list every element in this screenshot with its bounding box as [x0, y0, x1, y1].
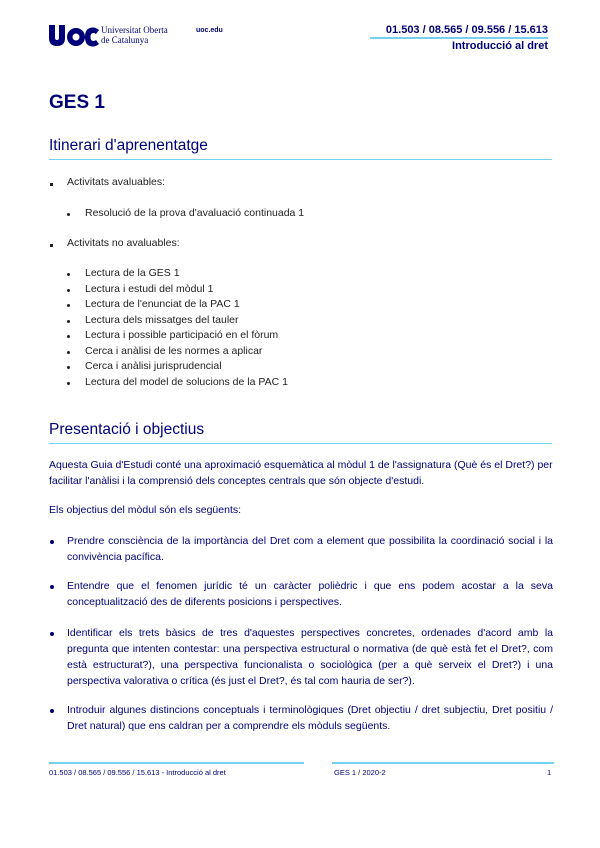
non-evaluable-item: Lectura i estudi del mòdul 1: [85, 283, 214, 295]
bullet-icon: [67, 382, 70, 385]
bullet-icon: [50, 709, 54, 713]
university-name-line-2: de Catalunya: [101, 35, 149, 45]
bullet-icon: [67, 320, 70, 323]
non-evaluable-item: Lectura de l'enunciat de la PAC 1: [85, 298, 240, 310]
non-evaluable-item: Lectura dels missatges del tauler: [85, 314, 239, 326]
uoc-logo-mark: [48, 24, 100, 48]
bullet-icon: [50, 632, 54, 636]
bullet-icon: [50, 585, 54, 589]
university-url[interactable]: uoc.edu: [196, 27, 223, 34]
bullet-icon: [67, 366, 70, 369]
footer-course: 01.503 / 08.565 / 09.556 / 15.613 - Introducció al dret: [49, 768, 226, 777]
evaluable-item: Resolució de la prova d'avaluació continuada 1: [85, 207, 305, 219]
objective-item: Entendre que el fenomen jurídic té un caràcter polièdric i que ens podem acostar a la seva conceptualització des de diferents posicions i perspectives.: [67, 580, 553, 608]
square-bullet-icon: [50, 244, 53, 247]
objective-item: Prendre consciència de la importància del Dret com a element que possibilita la coordinació social i la convivència pacífica.: [67, 535, 553, 563]
intro-paragraph: Aquesta Guia d'Estudi conté una aproximació esquemàtica al mòdul 1 de l'assignatura (Què és el Dret?) per facilitar l'anàlisi i la comprensió dels conceptes centrals que són objecte d'estudi.: [49, 459, 553, 487]
bullet-icon: [67, 289, 70, 292]
header-divider: [370, 37, 548, 39]
bullet-icon: [67, 273, 70, 276]
page-title: GES 1: [49, 92, 105, 113]
non-evaluable-item: Cerca i anàlisi jurisprudencial: [85, 360, 222, 372]
evaluable-label: Activitats avaluables:: [67, 176, 166, 188]
course-code: 01.503 / 08.565 / 09.556 / 15.613: [385, 24, 548, 36]
non-evaluable-label: Activitats no avaluables:: [67, 237, 180, 249]
objective-item: Identificar els trets bàsics de tres d'aquestes perspectives concretes, ordenades d'acord amb la pregunta que intenten contestar: una perspectiva estructural o normativa (de què està fet el Dret?, com està estructurat?), una perspectiva funcionalista o sociològica (per a què serveix el Dret?) i una perspectiva valorativa o crítica (és just el Dret?, és tal com hauria de ser?).: [67, 627, 553, 687]
objective-item: Introduir algunes distincions conceptuals i terminològiques (Dret objectiu / dret subjectiu, Dret positiu / Dret natural) que ens caldran per a comprendre els mòduls següents.: [67, 704, 553, 732]
itinerary-heading: Itinerari d'aprenentatge: [49, 137, 208, 154]
university-name-line-1: Universitat Oberta: [101, 25, 168, 35]
uoc-logo: [48, 24, 100, 48]
bullet-icon: [67, 304, 70, 307]
presentation-heading: Presentació i objectius: [49, 421, 205, 438]
presentation-divider: [49, 443, 552, 444]
university-name: [101, 25, 168, 45]
footer-divider: [49, 762, 304, 764]
bullet-icon: [67, 351, 70, 354]
bullet-icon: [50, 540, 54, 544]
itinerary-divider: [49, 159, 552, 160]
footer-version: GES 1 / 2020-2: [334, 768, 386, 777]
bullet-icon: [67, 335, 70, 338]
page-number: 1: [547, 768, 552, 777]
course-title: Introducció al dret: [452, 40, 548, 52]
non-evaluable-item: Lectura i possible participació en el fòrum: [85, 329, 279, 341]
non-evaluable-item: Lectura del model de solucions de la PAC 1: [85, 376, 288, 388]
square-bullet-icon: [50, 183, 53, 186]
bullet-icon: [67, 213, 70, 216]
non-evaluable-item: Lectura de la GES 1: [85, 267, 180, 279]
objectives-intro: Els objectius del mòdul són els següents:: [49, 504, 242, 516]
footer-divider: [332, 762, 554, 764]
non-evaluable-item: Cerca i anàlisi de les normes a aplicar: [85, 345, 263, 357]
